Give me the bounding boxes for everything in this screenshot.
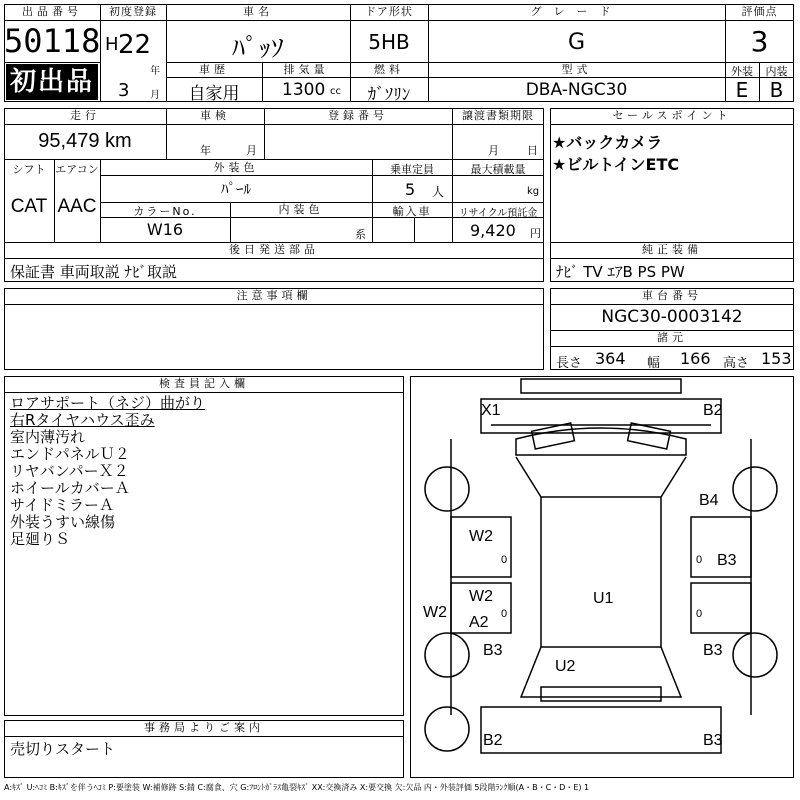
door-label: ドア形状: [365, 5, 413, 18]
grade-label: グレード: [530, 5, 623, 18]
width-label: 幅: [647, 356, 661, 371]
office-text: 売切りスタート: [10, 740, 116, 758]
inspector-label: 検査員記入欄: [159, 377, 249, 390]
mark-left-front-door: W2: [469, 528, 493, 545]
car-name: ﾊﾟｯｿ: [231, 34, 284, 64]
color-no: W16: [146, 220, 184, 239]
door-front-left: [451, 517, 511, 577]
inspector-note: 室内薄汚れ: [10, 428, 86, 446]
capacity-unit: 人: [432, 185, 445, 199]
inspector-note: サイドミラーＡ: [10, 496, 114, 514]
mark-right-front-door-inner: 0: [696, 554, 703, 566]
mark-left-rear-door-inner: 0: [501, 608, 508, 620]
mark-back-door: U2: [555, 658, 576, 675]
import-label: 輸入車: [392, 205, 432, 218]
first-reg-year: 22: [118, 30, 152, 60]
length-value: 364: [595, 349, 626, 368]
front-marker: [521, 379, 681, 393]
color-no-label: カラーNo.: [133, 205, 197, 218]
recycle-label: リサイクル預託金: [458, 208, 538, 219]
car-diagram-svg: [411, 377, 793, 777]
sales-point-2: ★ビルトインETC: [552, 155, 680, 174]
max-load-label: 最大積載量: [470, 163, 526, 176]
mark-left-rear-door: W2: [469, 588, 493, 605]
tailgate-strip: [541, 687, 661, 701]
shift-label: シフト: [12, 163, 46, 176]
car-name-label: 車名: [243, 5, 273, 18]
history: 自家用: [188, 84, 240, 104]
model: DBA-NGC30: [525, 80, 628, 100]
history-label: 車歴: [199, 63, 229, 76]
mark-rr-bumper: B3: [703, 732, 723, 749]
mark-right-rear-door-inner: 0: [696, 608, 703, 620]
first-listing-badge: 初出品: [6, 64, 98, 100]
mark-right-rear-fender: B3: [703, 642, 723, 659]
door-type: 5HB: [368, 30, 410, 54]
capacity-label: 乗車定員: [390, 163, 434, 176]
later-parts: 保証書 車両取説 ﾅﾋﾞ取説: [10, 263, 178, 281]
inspector-note: 足廻りＳ: [10, 530, 71, 548]
exterior-grade: E: [735, 78, 749, 102]
reg-no-label: 登録番号: [328, 109, 388, 122]
roof-shape: [541, 497, 661, 647]
int-color-unit: 系: [355, 228, 366, 241]
rear-window-shape: [521, 647, 681, 697]
lot-number: 50118: [4, 22, 101, 60]
first-reg-label: 初度登録: [109, 5, 157, 18]
shift: CAT: [10, 196, 48, 217]
transfer-label: 譲渡書類期限: [462, 109, 534, 122]
later-parts-label: 後日発送部品: [229, 243, 319, 256]
wheel-fr: [733, 467, 777, 511]
interior-grade: B: [769, 78, 784, 102]
recycle-unit: 円: [530, 227, 541, 240]
width-value: 166: [680, 349, 711, 368]
equipment-label: 純正装備: [642, 243, 702, 256]
era: H: [105, 34, 119, 55]
legend: A:ｷｽﾞ U:ﾍｺﾐ B:ｷｽﾞを伴うﾍｺﾐ P:要塗装 W:補修跡 S:錆 C:腐食、穴 G:ﾌﾛﾝﾄｶﾞﾗｽ亀裂ｷｽﾞ XX:交換済み X:要交換 欠:欠品 内・外装評価 5段階ﾗﾝｸ順(A・B・C・D・E) 1: [4, 783, 590, 792]
inspection-month-unit: 月: [246, 144, 257, 157]
inspector-note: ホイールカバーＡ: [10, 479, 130, 497]
dims-label: 諸元: [657, 331, 687, 344]
inspector-note: 外装うすい線傷: [10, 513, 116, 531]
displacement: 1300: [282, 80, 326, 100]
mark-roof: U1: [593, 590, 614, 607]
mark-right-front-door: B3: [717, 552, 737, 569]
sales-point-1: ★バックカメラ: [552, 133, 663, 152]
headlight-left: [532, 423, 575, 449]
inspector-note: リヤバンパーＸ２: [10, 462, 129, 480]
inspection-year-unit: 年: [200, 144, 211, 157]
mark-left-sill: W2: [423, 604, 447, 621]
interior-label: 内装: [765, 65, 788, 78]
length-label: 長さ: [556, 356, 583, 371]
height-value: 153: [761, 349, 792, 368]
chassis-label: 車台番号: [642, 289, 702, 302]
transfer-month-unit: 月: [488, 144, 499, 157]
year-unit: 年: [150, 66, 160, 77]
mark-left-front-door-inner: 0: [501, 554, 508, 566]
score-label: 評価点: [741, 5, 778, 18]
transfer-day-unit: 日: [527, 144, 538, 157]
int-color-label: 内装色: [278, 203, 324, 216]
wheel-spare: [425, 707, 469, 751]
inspector-note: エンドパネルＵ２: [10, 445, 130, 463]
wheel-fl: [425, 467, 469, 511]
mark-left-rear-fender: B3: [483, 642, 503, 659]
fuel-label: 燃料: [374, 63, 404, 76]
ac-label: エアコン: [55, 163, 99, 176]
mark-fr-bumper: B2: [703, 402, 723, 419]
month-unit: 月: [150, 90, 160, 101]
recycle-amount: 9,420: [470, 221, 516, 240]
wheel-rl: [425, 633, 469, 677]
capacity: 5: [405, 180, 416, 199]
rear-bumper-shape: [481, 707, 721, 753]
inspector-note: ロアサポート（ネジ）曲がり: [10, 394, 206, 412]
wheel-rr: [733, 633, 777, 677]
inspector-note: 右Rタイヤハウス歪み: [10, 411, 155, 429]
score: 3: [750, 25, 769, 58]
office-label: 事務局よりご案内: [144, 721, 264, 734]
headlight-right: [628, 423, 671, 449]
windshield-shape: [516, 457, 686, 497]
hood-shape: [516, 428, 686, 455]
chassis-number: NGC30-0003142: [601, 307, 743, 327]
exterior-label: 外装: [731, 65, 753, 78]
mileage: 95,479 km: [38, 130, 132, 152]
mark-fl-bumper: X1: [481, 402, 501, 419]
first-reg-month: 3: [118, 80, 130, 101]
inspection-label: 車検: [200, 109, 230, 122]
inspector-notes: [10, 395, 400, 548]
fuel: ｶﾞｿﾘﾝ: [367, 85, 411, 105]
height-label: 高さ: [723, 356, 750, 371]
mark-left-rear-door-2: A2: [469, 614, 489, 631]
sales-label: セールスポイント: [612, 109, 732, 122]
model-label: 型式: [561, 63, 592, 76]
vehicle-diagram: [410, 376, 794, 778]
displacement-label: 排気量: [283, 63, 329, 76]
max-load-unit: kg: [527, 186, 540, 197]
ac: AAC: [57, 196, 97, 217]
caution-label: 注意事項欄: [236, 289, 312, 302]
mark-right-front-fender: B4: [699, 492, 719, 509]
grade: G: [567, 30, 586, 55]
ext-color: ﾊﾟｰﾙ: [220, 180, 251, 198]
mark-rl-bumper: B2: [483, 732, 503, 749]
lot-number-label: 出品番号: [22, 5, 82, 18]
displacement-unit: cc: [330, 86, 341, 97]
ext-color-label: 外装色: [213, 161, 259, 174]
equipment: ﾅﾋﾞ TV ｴｱB PS PW: [556, 263, 685, 281]
mileage-label: 走行: [70, 109, 100, 122]
